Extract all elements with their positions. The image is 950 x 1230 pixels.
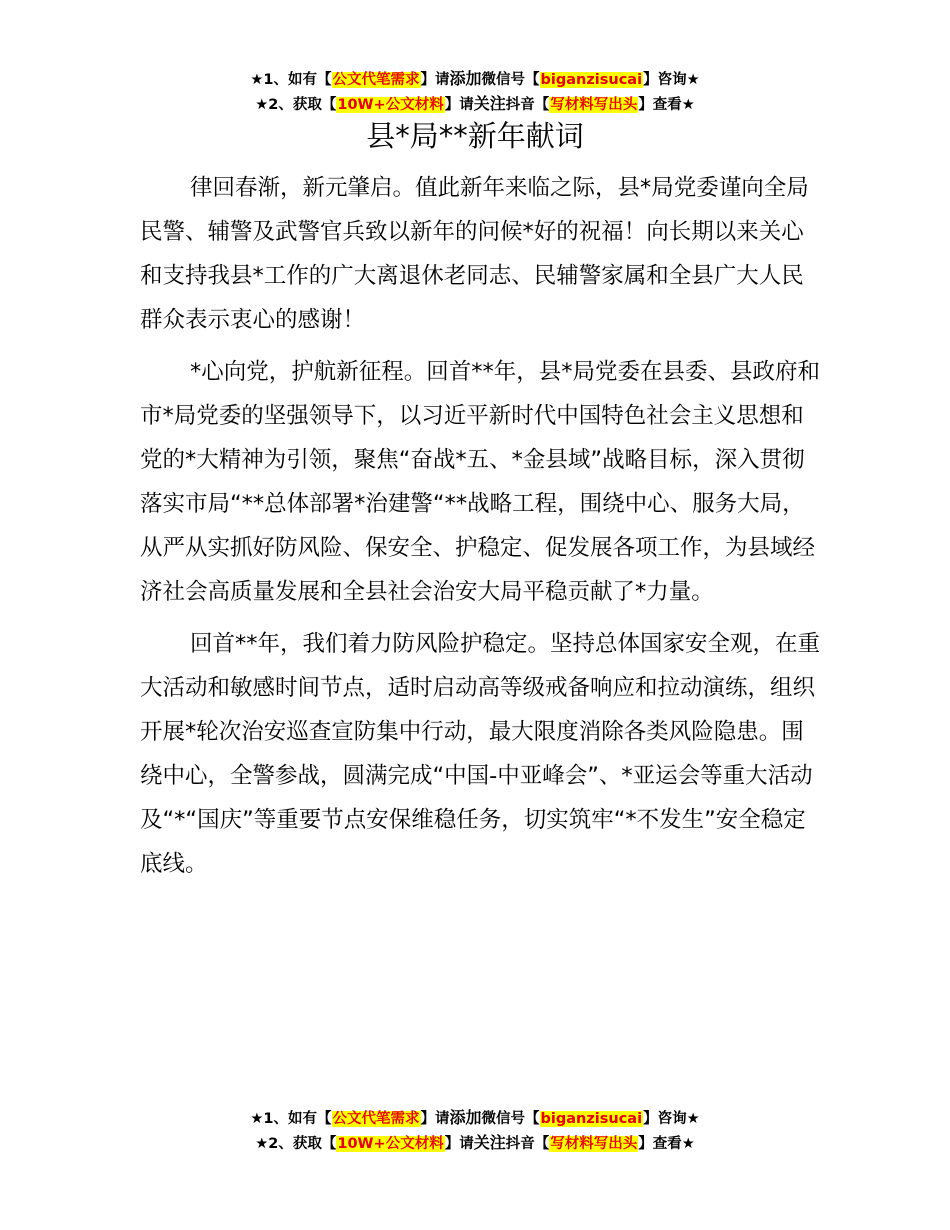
banner-text: 微信号【 [481,1111,540,1127]
banner-text: 】请 [444,97,474,113]
banner-text: 】请 [444,1136,474,1152]
banner-text: 】请 [420,1111,450,1127]
banner-text: ★1、如有【 [250,1111,332,1127]
banner-text: 】咨询★ [643,72,700,88]
banner-text: 抖音【 [505,1136,550,1152]
banner-text: 】查看★ [638,97,695,113]
document-title: 县*局**新年献词 [366,119,584,153]
banner-text: 微信号【 [481,72,540,88]
highlight-materials: 10W+公文材料 [337,1136,444,1152]
banner-text: 抖音【 [505,97,550,113]
banner-line-2 [0,1131,950,1156]
banner-emphasis: 关注 [473,94,506,113]
paragraph-2: *心向党，护航新征程。回首**年，县*局党委在县委、县政府和市*局党委的坚强领导下，以习近平新时代中国特色社会主义思想和党的*大精神为引领，聚焦“奋战*五、*金县域”战略目标，深入贯彻落实市局“**总体部署*治建警“**战略工程，围绕中心、服务大局，从严从实抓好防风险、保安全、护稳定、促发展各项工作，为县域经济社会高质量发展和全县社会治安大局平稳贡献了*力量。 [140,359,821,605]
banner-emphasis: 关注 [473,1133,506,1152]
header-banner [0,67,950,117]
banner-text: 】请 [420,72,450,88]
banner-emphasis: 添加 [449,69,482,88]
highlight-demand: 公文代笔需求 [332,72,420,88]
footer-banner [0,1106,950,1156]
highlight-materials: 10W+公文材料 [337,97,444,113]
banner-text: 】咨询★ [643,1111,700,1127]
banner-emphasis: 添加 [449,1108,482,1127]
highlight-demand: 公文代笔需求 [332,1111,420,1127]
banner-text: ★2、获取【 [255,1136,337,1152]
banner-text: ★2、获取【 [255,97,337,113]
highlight-wechat-id: biganzisucai [540,1111,643,1127]
highlight-douyin-account: 写材料写出头 [550,97,638,113]
document-body [140,166,820,886]
paragraph-1: 律回春渐，新元肇启。值此新年来临之际，县*局党委谨向全局民警、辅警及武警官兵致以新年的问候*好的祝福！向长期以来关心和支持我县*工作的广大离退休老同志、民辅警家属和全县广大人民群众表示衷心的感谢！ [140,175,809,333]
banner-text: 】查看★ [638,1136,695,1152]
banner-line-1 [0,1106,950,1131]
highlight-wechat-id: biganzisucai [540,72,643,88]
highlight-douyin-account: 写材料写出头 [550,1136,638,1152]
banner-text: ★1、如有【 [250,72,332,88]
paragraph-3: 回首**年，我们着力防风险护稳定。坚持总体国家安全观，在重大活动和敏感时间节点，适时启动高等级戒备响应和拉动演练，组织开展*轮次治安巡查宣防集中行动，最大限度消除各类风险隐患。围绕中心，全警参战，圆满完成“中国-中亚峰会”、*亚运会等重大活动及“*“国庆”等重要节点安保维稳任务，切实筑牢“*不发生”安全稳定底线。 [140,631,821,877]
banner-line-1 [0,67,950,92]
